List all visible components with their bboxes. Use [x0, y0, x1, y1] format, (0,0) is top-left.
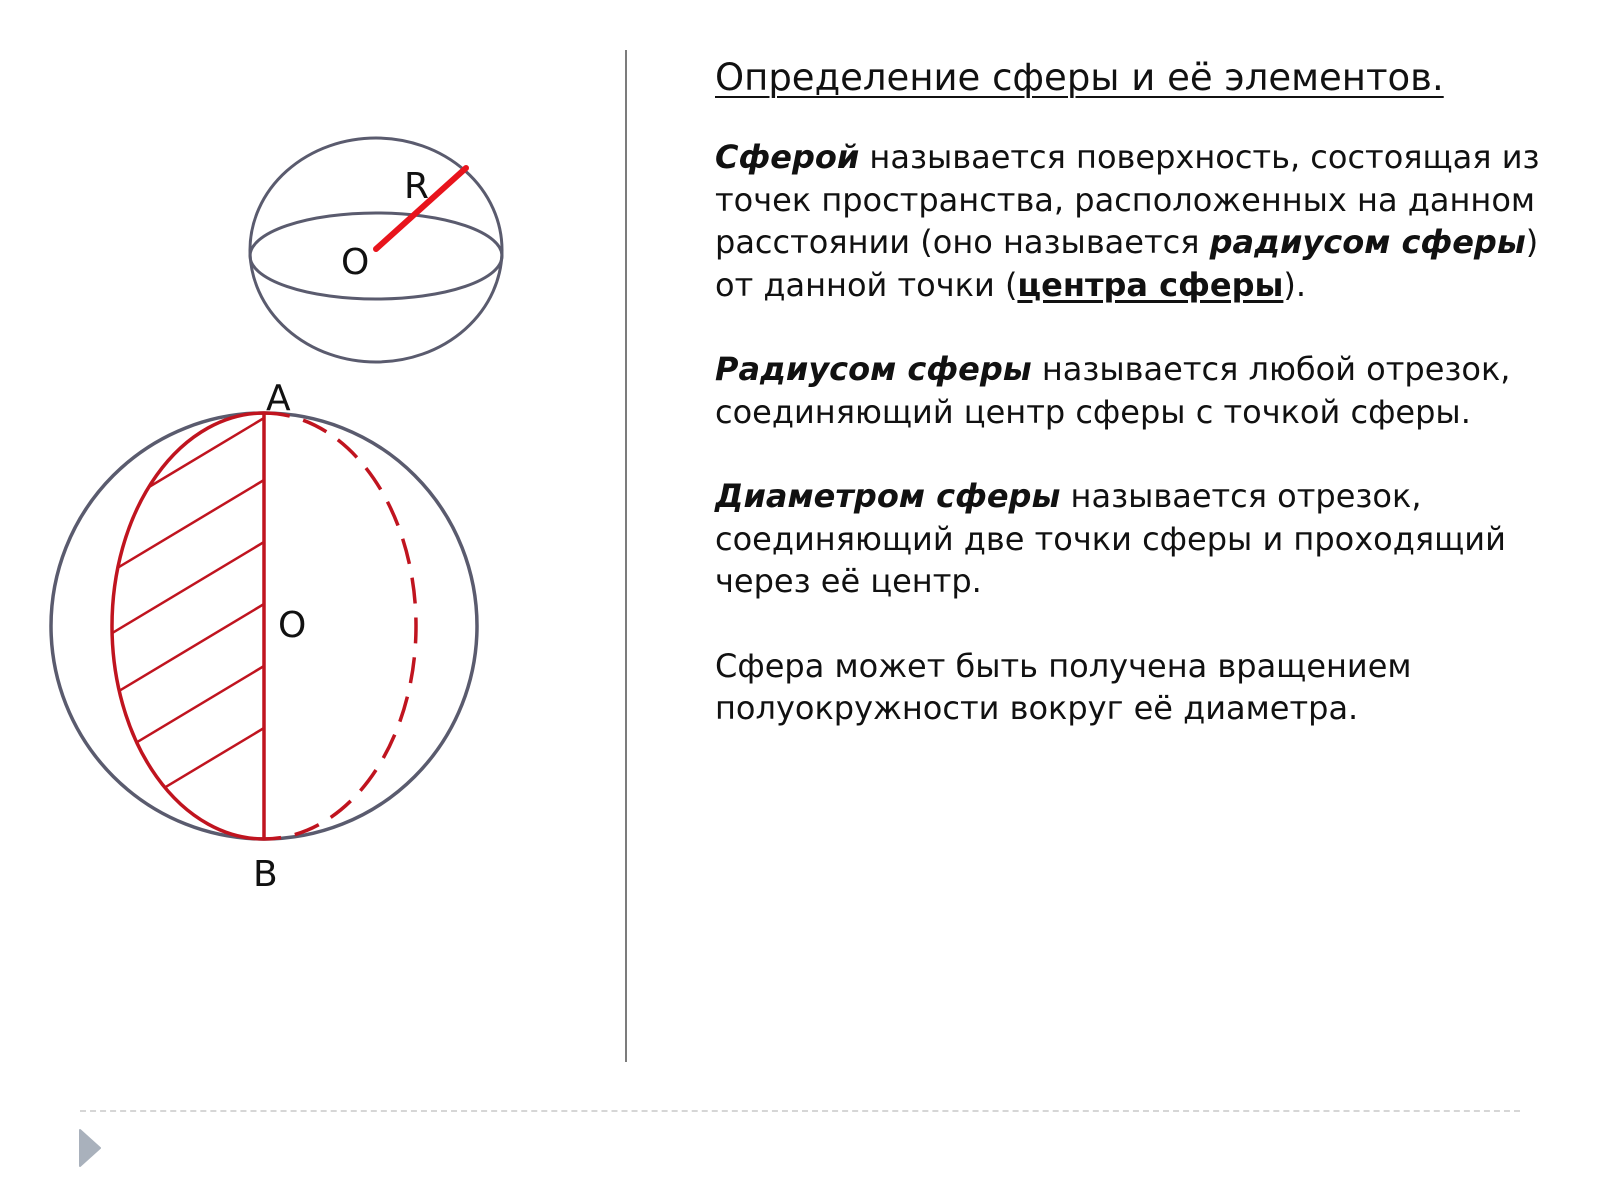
top-center-label-o: O — [341, 242, 370, 283]
hatching-lines — [94, 418, 264, 830]
radius-label-r: R — [404, 166, 430, 207]
paragraph-rotation — [715, 645, 1575, 730]
term-sphere-radius: радиусом сферы — [1209, 223, 1526, 262]
point-label-b: B — [253, 854, 278, 895]
text-sphere-definition-a: называется поверхность, состоящая из точек пространства, расположенных на данном расстоянии (оно называется — [715, 138, 1540, 262]
slide-title: Определение сферы и её элементов. — [715, 56, 1444, 99]
term-sphere-center: центра сферы — [1017, 265, 1284, 304]
sphere-diagram-bottom — [51, 378, 477, 895]
text-sphere-definition-c: ). — [1283, 265, 1307, 304]
term-radius: Радиусом сферы — [715, 350, 1032, 389]
text-diameter-definition: называется отрезок, соединяющий две точки сферы и проходящий через её центр. — [715, 477, 1506, 601]
term-sphere: Сферой — [715, 138, 860, 177]
sphere-figures — [0, 0, 625, 1100]
bottom-center-label-o: O — [278, 605, 307, 646]
term-diameter: Диаметром сферы — [715, 477, 1061, 516]
footer-dashed-rule — [80, 1110, 1520, 1112]
paragraph-diameter-definition — [715, 475, 1575, 603]
vertical-divider — [625, 50, 627, 1062]
text-rotation: Сфера может быть получена вращением полуокружности вокруг её диаметра. — [715, 646, 1412, 728]
paragraph-sphere-definition — [715, 136, 1575, 306]
text-sphere-definition-b: ) от данной точки ( — [715, 223, 1539, 304]
point-label-a: A — [266, 378, 291, 419]
text-radius-definition: называется любой отрезок, соединяющий центр сферы с точкой сферы. — [715, 350, 1511, 431]
top-sphere-equator — [250, 213, 502, 299]
definition-text-column — [715, 56, 1575, 772]
sphere-diagram-top — [250, 138, 502, 362]
play-triangle-icon[interactable] — [78, 1128, 102, 1168]
paragraph-radius-definition — [715, 348, 1575, 433]
half-disc-arc-left — [112, 413, 264, 839]
